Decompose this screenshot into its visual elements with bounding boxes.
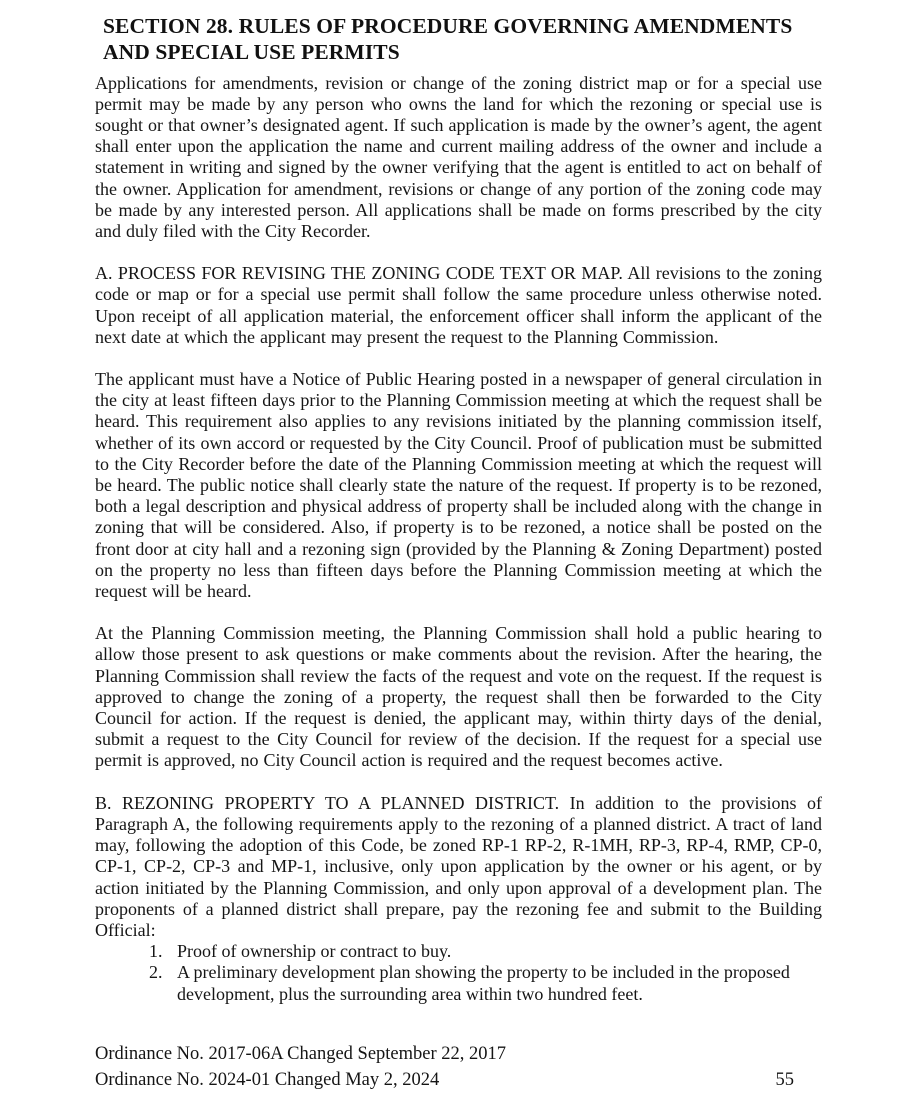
paragraph-public-hearing: At the Planning Commission meeting, the Planning Commission shall hold a public hearing to allow those present to ask questions or make comments about the revision. After the hearing, the Planning Commission shall review the facts of the request and vote on the request. If the request is approved to change the zoning of a property, the request shall then be forwarded to the City Council for action. If the request is denied, the applicant may, within thirty days of the denial, submit a request to the City Council for review of the decision. If the request for a special use permit is approved, no City Council action is required and the request becomes active. bbox=[95, 623, 822, 771]
page-number: 55 bbox=[775, 1070, 794, 1090]
section-title: SECTION 28. RULES OF PROCEDURE GOVERNING AMENDMENTS AND SPECIAL USE PERMITS bbox=[103, 14, 793, 64]
list-item bbox=[95, 962, 822, 1004]
paragraph-intro: Applications for amendments, revision or change of the zoning district map or for a special use permit may be made by any person who owns the land for which the rezoning or special use is sought or that owner’s designated agent. If such application is made by the owner’s agent, the agent shall enter upon the application the name and current mailing address of the owner and include a statement in writing and signed by the owner verifying that the agent is entitled to act on behalf of the owner. Application for amendment, revisions or change of any portion of the zoning code may be made by any interested person. All applications shall be made on forms prescribed by the city and duly filed with the City Recorder. bbox=[95, 72, 822, 242]
list-item-number: 1. bbox=[149, 941, 163, 962]
list-item-text: Proof of ownership or contract to buy. bbox=[177, 941, 452, 962]
ordinance-note-2017: Ordinance No. 2017-06A Changed September 22, 2017 bbox=[95, 1044, 507, 1064]
paragraph-section-b: B. REZONING PROPERTY TO A PLANNED DISTRICT. In addition to the provisions of Paragraph A, the following requirements apply to the rezoning of a planned district. A tract of land may, following the adoption of this Code, be zoned RP-1 RP-2, R-1MH, RP-3, RP-4, RMP, CP-0, CP-1, CP-2, CP-3 and MP-1, inclusive, only upon application by the owner or his agent, or by action initiated by the Planning Commission, and only upon approval of a development plan. The proponents of a planned district shall prepare, pay the rezoning fee and submit to the Building Official: bbox=[95, 792, 822, 940]
paragraph-public-notice: The applicant must have a Notice of Public Hearing posted in a newspaper of general circulation in the city at least fifteen days prior to the Planning Commission meeting at which the request shall be heard. This requirement also applies to any revisions initiated by the planning commission itself, whether of its own accord or requested by the City Council. Proof of publication must be submitted to the City Recorder before the date of the Planning Commission meeting at which the request will be heard. The public notice shall clearly state the nature of the request. If property is to be rezoned, both a legal description and physical address of property shall be included along with the change in zoning that will be considered. Also, if property is to be rezoned, a notice shall be posted on the front door at city hall and a rezoning sign (provided by the Planning & Zoning Department) posted on the property no less than fifteen days before the Planning Commission meeting at which the request will be heard. bbox=[95, 369, 822, 602]
list-item bbox=[95, 941, 822, 962]
list-item-number: 2. bbox=[149, 962, 163, 983]
ordinance-note-2024: Ordinance No. 2024-01 Changed May 2, 2024 bbox=[95, 1070, 440, 1090]
page-footer bbox=[95, 1041, 822, 1093]
document-content bbox=[95, 14, 822, 1005]
ordinance-notes bbox=[95, 1041, 506, 1093]
list-item-text: A preliminary development plan showing the property to be included in the proposed development, plus the surrounding area within two hundred feet. bbox=[177, 962, 790, 1004]
requirements-list bbox=[95, 941, 822, 1005]
paragraph-section-a: A. PROCESS FOR REVISING THE ZONING CODE TEXT OR MAP. All revisions to the zoning code or map or for a special use permit shall follow the same procedure unless otherwise noted. Upon receipt of all application material, the enforcement officer shall inform the applicant of the next date at which the applicant may present the request to the Planning Commission. bbox=[95, 263, 822, 347]
